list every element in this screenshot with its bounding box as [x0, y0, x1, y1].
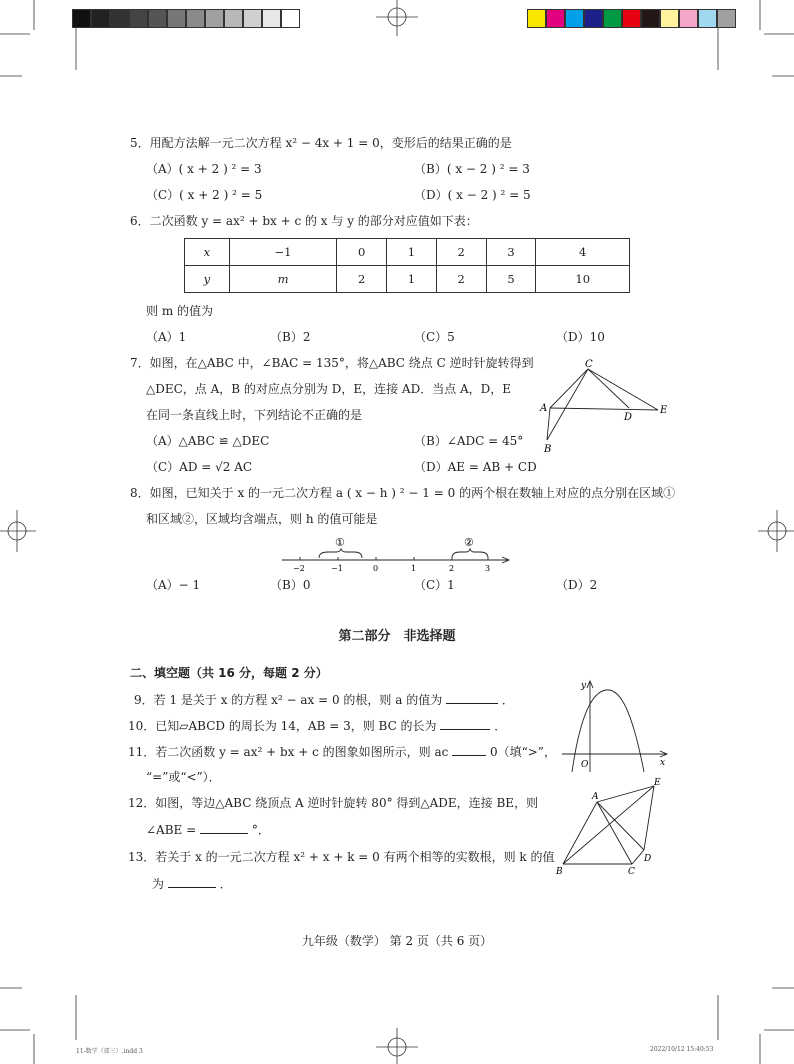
q7-option-c: （C）AD = √2 AC [146, 460, 253, 474]
q8-line2: 和区域②，区域均含端点，则 h 的值可能是 [146, 512, 378, 526]
q11-text-after: 0（填“>”， [489, 745, 556, 759]
q11-axis-y: y [581, 681, 587, 691]
q7-label-b: B [544, 444, 552, 455]
q8-tick-label: 0 [373, 564, 379, 573]
q7-line3: 在同一条直线上时，下列结论不正确的是 [146, 408, 363, 422]
table-cell: 2 [436, 239, 486, 266]
q8-option-d: （D）2 [556, 578, 598, 592]
table-cell: −1 [229, 239, 336, 266]
q8-region-1-label: ① [335, 536, 345, 549]
q12-label-d: D [644, 854, 652, 864]
q8-tick-label: 1 [411, 564, 417, 573]
q8-option-c: （C）1 [414, 578, 455, 592]
table-cell: 4 [536, 239, 630, 266]
q7-label-e: E [660, 405, 668, 416]
q7-line1: 7．如图，在△ABC 中，∠BAC = 135°，将△ABC 绕点 C 逆时针旋转得到 [130, 356, 534, 370]
part2-title: 第二部分 非选择题 [338, 629, 456, 644]
q12-label-a: A [592, 792, 599, 802]
q12-line2 [146, 822, 270, 837]
q10-line [128, 718, 506, 733]
q7-option-d: （D）AE = AB + CD [414, 460, 537, 474]
q8-tick-label: −2 [293, 564, 305, 573]
registration-mark-left [0, 510, 36, 552]
q7-line2: △DEC，点 A，B 的对应点分别为 D，E，连接 AD．当点 A，D，E [146, 382, 512, 396]
q9-text: 9．若 1 是关于 x 的方程 x² − ax = 0 的根，则 a 的值为 [134, 693, 443, 707]
q5-stem: 5．用配方法解一元二次方程 x² − 4x + 1 = 0，变形后的结果正确的是 [130, 136, 512, 150]
q12-line1: 12．如图，等边△ABC 绕顶点 A 逆时针旋转 80° 得到△ADE，连接 BE，则 [128, 796, 539, 810]
q12-label-b: B [556, 867, 563, 877]
q9-end: ． [501, 693, 514, 707]
q13-answer-blank[interactable] [168, 876, 216, 888]
table-cell: 3 [486, 239, 536, 266]
table-cell: 2 [337, 266, 387, 293]
table-cell: 1 [387, 239, 437, 266]
q7-rotation-figure [536, 356, 676, 456]
q8-region-2-label: ② [464, 536, 474, 549]
table-cell: 10 [536, 266, 630, 293]
q12-text: ∠ABE = [146, 823, 197, 837]
q7-label-d: D [624, 412, 633, 423]
q11-origin: O [581, 760, 589, 770]
table-cell: y [185, 266, 230, 293]
q11-text: 11．若二次函数 y = ax² + bx + c 的图象如图所示，则 ac [128, 745, 449, 759]
q8-tick-label: 2 [449, 564, 455, 573]
q9-line [134, 692, 514, 707]
table-cell: 1 [387, 266, 437, 293]
q7-option-b: （B）∠ADC = 45° [414, 434, 524, 448]
q7-label-a: A [540, 403, 548, 414]
q12-answer-blank[interactable] [200, 822, 248, 834]
q8-tick-label: 3 [485, 564, 491, 573]
table-cell: 5 [486, 266, 536, 293]
file-label: 11-数学（郊三）.indd 3 [76, 1048, 143, 1055]
q9-answer-blank[interactable] [446, 692, 498, 704]
q6-option-a: （A）1 [146, 330, 187, 344]
q10-answer-blank[interactable] [440, 718, 490, 730]
q5-option-c: （C）( x + 2 ) ² = 5 [146, 188, 263, 202]
registration-mark-bottom [376, 1028, 418, 1064]
q13-end: ． [219, 877, 232, 891]
q13-line2 [152, 876, 232, 891]
registration-mark-top [376, 0, 418, 36]
q10-end: ． [494, 719, 507, 733]
q6-stem: 6．二次函数 y = ax² + bx + c 的 x 与 y 的部分对应值如下表： [130, 214, 478, 228]
q6-option-b: （B）2 [270, 330, 311, 344]
table-cell: 2 [436, 266, 486, 293]
q12-label-e: E [654, 778, 661, 788]
q6-option-d: （D）10 [556, 330, 605, 344]
q13-text: 为 [152, 877, 165, 891]
q8-option-b: （B）0 [270, 578, 311, 592]
q11-parabola-figure [556, 676, 676, 776]
table-cell: 0 [337, 239, 387, 266]
q7-option-a: （A）△ABC ≌ △DEC [146, 434, 270, 448]
registration-mark-right [758, 510, 794, 552]
q8-option-a: （A）− 1 [146, 578, 201, 592]
q10-text: 10．已知▱ABCD 的周长为 14，AB = 3，则 BC 的长为 [128, 719, 437, 733]
q8-line1: 8．如图，已知关于 x 的一元二次方程 a ( x − h ) ² − 1 = 0 的两个根在数轴上对应的点分别在区域① [130, 486, 676, 500]
q6-ask: 则 m 的值为 [146, 304, 214, 318]
q6-value-table [184, 238, 630, 293]
q6-option-c: （C）5 [414, 330, 455, 344]
q11-axis-x: x [660, 758, 666, 768]
q12-label-c: C [628, 867, 635, 877]
table-row [185, 239, 630, 266]
q11-answer-blank[interactable] [452, 744, 486, 756]
q5-option-a: （A）( x + 2 ) ² = 3 [146, 162, 262, 176]
q11-line2: “=”或“<”）． [146, 770, 221, 784]
table-cell: m [229, 266, 336, 293]
q5-option-b: （B）( x − 2 ) ² = 3 [414, 162, 530, 176]
table-cell: x [185, 239, 230, 266]
q12-rotation-figure [552, 774, 672, 878]
page-footer: 九年级（数学） 第 2 页（共 6 页） [301, 934, 493, 948]
q13-line1: 13．若关于 x 的一元二次方程 x² + x + k = 0 有两个相等的实数根，则 k 的值 [128, 850, 555, 864]
q8-number-line [276, 534, 516, 574]
section2-heading: 二、填空题（共 16 分，每题 2 分） [130, 666, 328, 680]
q12-end: °． [251, 823, 270, 837]
q11-line1 [128, 744, 556, 759]
q8-tick-label: −1 [331, 564, 343, 573]
q7-label-c: C [585, 359, 593, 370]
q5-option-d: （D）( x − 2 ) ² = 5 [414, 188, 531, 202]
timestamp: 2022/10/12 15:40:53 [650, 1046, 714, 1053]
table-row [185, 266, 630, 293]
